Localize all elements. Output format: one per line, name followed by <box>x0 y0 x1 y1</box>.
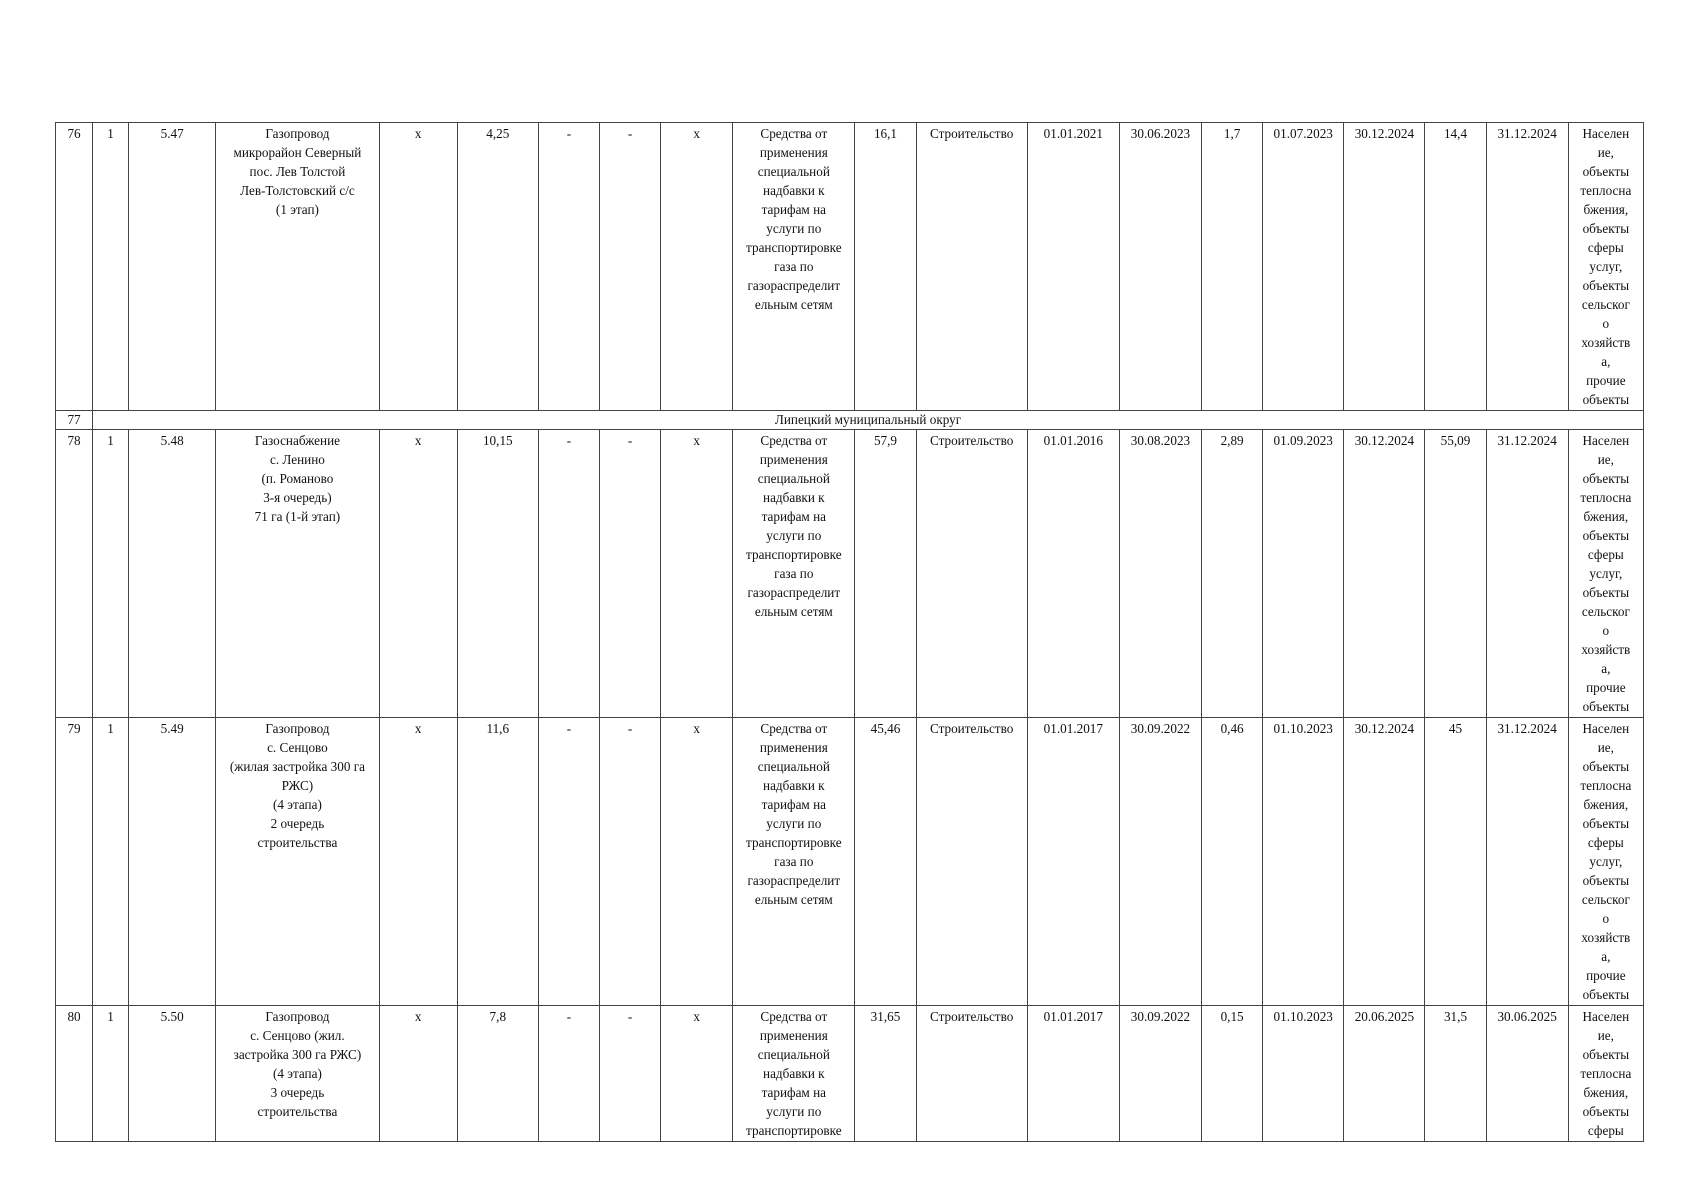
cell: 14,4 <box>1425 123 1486 411</box>
end-date: 30.12.2024 <box>1344 123 1425 411</box>
table-row <box>56 123 1644 411</box>
work-type: Строительство <box>916 1006 1027 1142</box>
cell: х <box>661 718 733 1006</box>
length-value: 4,25 <box>457 123 538 411</box>
consumers: Населен ие, объекты теплосна бжения, объекты сферы услуг, объекты сельског о хозяйств а, прочие объекты <box>1568 718 1643 1006</box>
end-date: 30.08.2023 <box>1119 430 1201 718</box>
cell: 31,5 <box>1425 1006 1486 1142</box>
cost-value: 45,46 <box>855 718 916 1006</box>
completion-date: 31.12.2024 <box>1486 123 1568 411</box>
work-type: Строительство <box>916 123 1027 411</box>
cell: - <box>599 430 660 718</box>
row-number: 80 <box>56 1006 93 1142</box>
end-date: 30.09.2022 <box>1119 718 1201 1006</box>
row-number: 78 <box>56 430 93 718</box>
completion-date: 30.06.2025 <box>1486 1006 1568 1142</box>
item-code: 5.48 <box>129 430 216 718</box>
row-number: 76 <box>56 123 93 411</box>
end-date: 30.09.2022 <box>1119 1006 1201 1142</box>
start-date: 01.09.2023 <box>1263 430 1344 718</box>
work-type: Строительство <box>916 430 1027 718</box>
cell: х <box>661 123 733 411</box>
funding-source: Средства от применения специальной надбавки к тарифам на услуги по транспортировке газа по газораспределит ельным сетям <box>733 718 855 1006</box>
cell: - <box>599 1006 660 1142</box>
cost-value: 16,1 <box>855 123 916 411</box>
cell: - <box>538 430 599 718</box>
length-value: 7,8 <box>457 1006 538 1142</box>
cell: х <box>661 430 733 718</box>
cell: 0,15 <box>1202 1006 1263 1142</box>
row-number: 79 <box>56 718 93 1006</box>
end-date: 30.06.2023 <box>1119 123 1201 411</box>
funding-source: Средства от применения специальной надбавки к тарифам на услуги по транспортировке <box>733 1006 855 1142</box>
cell: - <box>538 718 599 1006</box>
cell: х <box>379 718 457 1006</box>
start-date: 01.07.2023 <box>1263 123 1344 411</box>
object-name: Газопровод микрорайон Северный пос. Лев Толстой Лев-Толстовский с/с (1 этап) <box>216 123 379 411</box>
funding-source: Средства от применения специальной надбавки к тарифам на услуги по транспортировке газа по газораспределит ельным сетям <box>733 123 855 411</box>
row-number: 77 <box>56 411 93 430</box>
item-code: 5.49 <box>129 718 216 1006</box>
cost-value: 57,9 <box>855 430 916 718</box>
object-name: Газоснабжение с. Ленино (п. Романово 3-я очередь) 71 га (1-й этап) <box>216 430 379 718</box>
start-date: 01.10.2023 <box>1263 718 1344 1006</box>
start-date: 01.10.2023 <box>1263 1006 1344 1142</box>
cell: - <box>538 1006 599 1142</box>
start-date: 01.01.2021 <box>1027 123 1119 411</box>
work-type: Строительство <box>916 718 1027 1006</box>
cell: - <box>599 718 660 1006</box>
cell: х <box>379 123 457 411</box>
object-name: Газопровод с. Сенцово (жил. застройка 300 га РЖС) (4 этапа) 3 очередь строительства <box>216 1006 379 1142</box>
funding-source: Средства от применения специальной надбавки к тарифам на услуги по транспортировке газа по газораспределит ельным сетям <box>733 430 855 718</box>
cell: 2,89 <box>1202 430 1263 718</box>
cell: - <box>599 123 660 411</box>
length-value: 10,15 <box>457 430 538 718</box>
consumers: Населен ие, объекты теплосна бжения, объекты сферы услуг, объекты сельског о хозяйств а, прочие объекты <box>1568 430 1643 718</box>
document-table <box>55 122 1644 1142</box>
object-name: Газопровод с. Сенцово (жилая застройка 300 га РЖС) (4 этапа) 2 очередь строительства <box>216 718 379 1006</box>
end-date: 30.12.2024 <box>1344 718 1425 1006</box>
section-row <box>56 411 1644 430</box>
cell: 1 <box>93 123 129 411</box>
cell: х <box>661 1006 733 1142</box>
table-row <box>56 1006 1644 1142</box>
cell: 1 <box>93 430 129 718</box>
start-date: 01.01.2016 <box>1027 430 1119 718</box>
end-date: 20.06.2025 <box>1344 1006 1425 1142</box>
cell: х <box>379 430 457 718</box>
consumers: Населен ие, объекты теплосна бжения, объекты сферы <box>1568 1006 1643 1142</box>
start-date: 01.01.2017 <box>1027 718 1119 1006</box>
cost-value: 31,65 <box>855 1006 916 1142</box>
end-date: 30.12.2024 <box>1344 430 1425 718</box>
table-row <box>56 430 1644 718</box>
table-row <box>56 718 1644 1006</box>
cell: 1 <box>93 718 129 1006</box>
cell: 0,46 <box>1202 718 1263 1006</box>
cell: 45 <box>1425 718 1486 1006</box>
cell: 1 <box>93 1006 129 1142</box>
cell: - <box>538 123 599 411</box>
item-code: 5.50 <box>129 1006 216 1142</box>
length-value: 11,6 <box>457 718 538 1006</box>
completion-date: 31.12.2024 <box>1486 718 1568 1006</box>
completion-date: 31.12.2024 <box>1486 430 1568 718</box>
cell: 1,7 <box>1202 123 1263 411</box>
start-date: 01.01.2017 <box>1027 1006 1119 1142</box>
section-title: Липецкий муниципальный округ <box>93 411 1644 430</box>
item-code: 5.47 <box>129 123 216 411</box>
consumers: Населен ие, объекты теплосна бжения, объекты сферы услуг, объекты сельског о хозяйств а, прочие объекты <box>1568 123 1643 411</box>
cell: 55,09 <box>1425 430 1486 718</box>
cell: х <box>379 1006 457 1142</box>
